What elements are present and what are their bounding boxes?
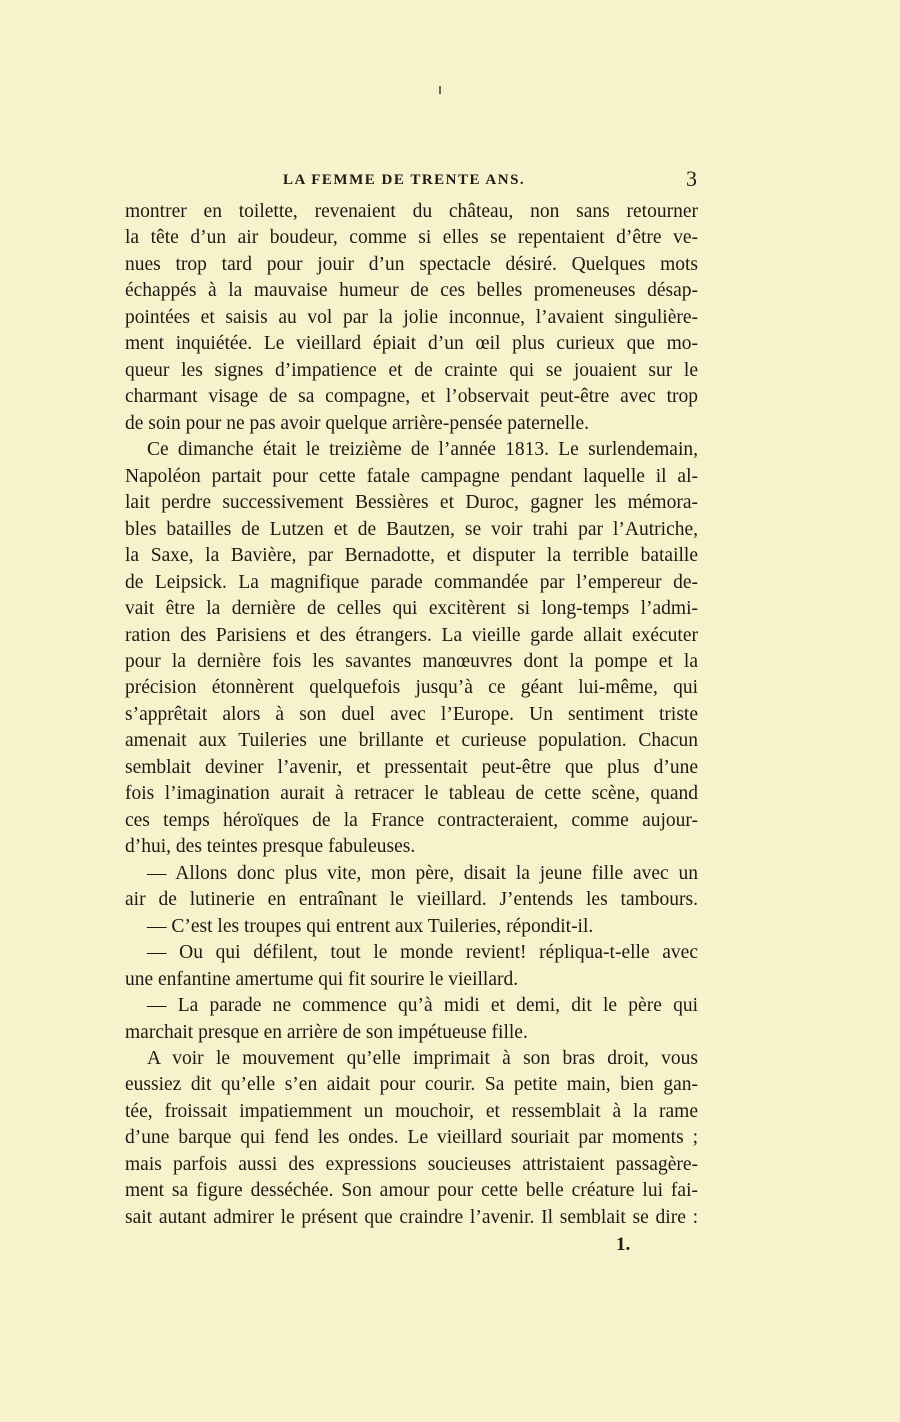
page-number: 3 [686, 166, 697, 191]
text-line: — La parade ne commence qu’à midi et demi, dit le père qui [147, 995, 698, 1017]
text-line: de soin pour ne pas avoir quelque arrière-pensée paternelle. [125, 412, 590, 434]
text-line: fois l’imagination aurait à retracer le tableau de cette scène, quand [125, 783, 698, 805]
text-line: lait perdre successivement Bessières et Duroc, gagner les mémora- [125, 492, 698, 514]
text-line: de Leipsick. La magnifique parade commandée par l’empereur de- [125, 571, 698, 593]
text-line: Napoléon partait pour cette fatale campagne pendant laquelle il al- [125, 465, 698, 487]
text-line: échappés à la mauvaise humeur de ces belles promeneuses désap- [125, 280, 698, 302]
text-line: la Saxe, la Bavière, par Bernadotte, et disputer la terrible bataille [125, 545, 698, 567]
text-line: — Allons donc plus vite, mon père, disait la jeune fille avec un [147, 862, 698, 884]
text-line: précision étonnèrent quelquefois jusqu’à ce géant lui-même, qui [125, 677, 698, 699]
text-line: bles batailles de Lutzen et de Bautzen, se voir trahi par l’Autriche, [125, 518, 698, 540]
text-line: — Ou qui défilent, tout le monde revient! répliqua-t-elle avec [147, 942, 698, 964]
text-line: queur les signes d’impatience et de crainte qui se jouaient sur le [125, 359, 698, 381]
running-title: LA FEMME DE TRENTE ANS. [283, 172, 526, 188]
text-line: montrer en toilette, revenaient du château, non sans retourner [125, 201, 698, 222]
signature-mark: 1. [616, 1234, 631, 1255]
text-line: mais parfois aussi des expressions soucieuses attristaient passagère- [125, 1153, 698, 1175]
text-line: amenait aux Tuileries une brillante et curieuse population. Chacun [125, 730, 698, 752]
text-line: la tête d’un air boudeur, comme si elles se repentaient d’être ve- [125, 227, 698, 249]
text-line: marchait presque en arrière de son impétueuse fille. [125, 1021, 528, 1043]
text-line: tée, froissait impatiemment un mouchoir, et ressemblait à la rame [125, 1100, 698, 1122]
text-line: Ce dimanche était le treizième de l’année 1813. Le surlendemain, [147, 439, 698, 461]
text-line: eussiez dit qu’elle s’en aidait pour courir. Sa petite main, bien gan- [125, 1074, 698, 1096]
text-line: nues trop tard pour jouir d’un spectacle désiré. Quelques mots [125, 253, 698, 275]
running-header [125, 166, 697, 194]
text-line: ration des Parisiens et des étrangers. La vieille garde allait exécuter [125, 624, 698, 646]
text-line: A voir le mouvement qu’elle imprimait à son bras droit, vous [147, 1048, 698, 1069]
text-line: pointées et saisis au vol par la jolie inconnue, l’avaient singulière- [125, 306, 698, 328]
text-line: semblait deviner l’avenir, et pressentait peut-être que plus d’une [125, 756, 698, 778]
scan-speck [439, 86, 441, 94]
text-line: ment sa figure desséchée. Son amour pour cette belle créature lui fai- [125, 1180, 698, 1202]
text-line: vait être la dernière de celles qui excitèrent si long-temps l’admi- [125, 598, 698, 620]
text-line: charmant visage de sa compagne, et l’observait peut-être avec trop [125, 386, 698, 408]
text-line: — C’est les troupes qui entrent aux Tuileries, répondit-il. [147, 915, 594, 937]
body-text [125, 199, 698, 1231]
text-line: ment inquiétée. Le vieillard épiait d’un œil plus curieux que mo- [125, 333, 698, 355]
text-line: ces temps héroïques de la France contracteraient, comme aujour- [125, 809, 698, 831]
text-line: d’hui, des teintes presque fabuleuses. [125, 836, 416, 858]
text-line: pour la dernière fois les savantes manœuvres dont la pompe et la [125, 650, 698, 672]
text-line: sait autant admirer le présent que craindre l’avenir. Il semblait se dire : [125, 1206, 698, 1228]
text-line: air de lutinerie en entraînant le vieillard. J’entends les tambours. [125, 889, 698, 911]
text-line: s’apprêtait alors à son duel avec l’Europe. Un sentiment triste [125, 703, 698, 725]
text-line: une enfantine amertume qui fit sourire le vieillard. [125, 968, 519, 990]
text-line: d’une barque qui fend les ondes. Le vieillard souriait par moments ; [125, 1127, 698, 1149]
